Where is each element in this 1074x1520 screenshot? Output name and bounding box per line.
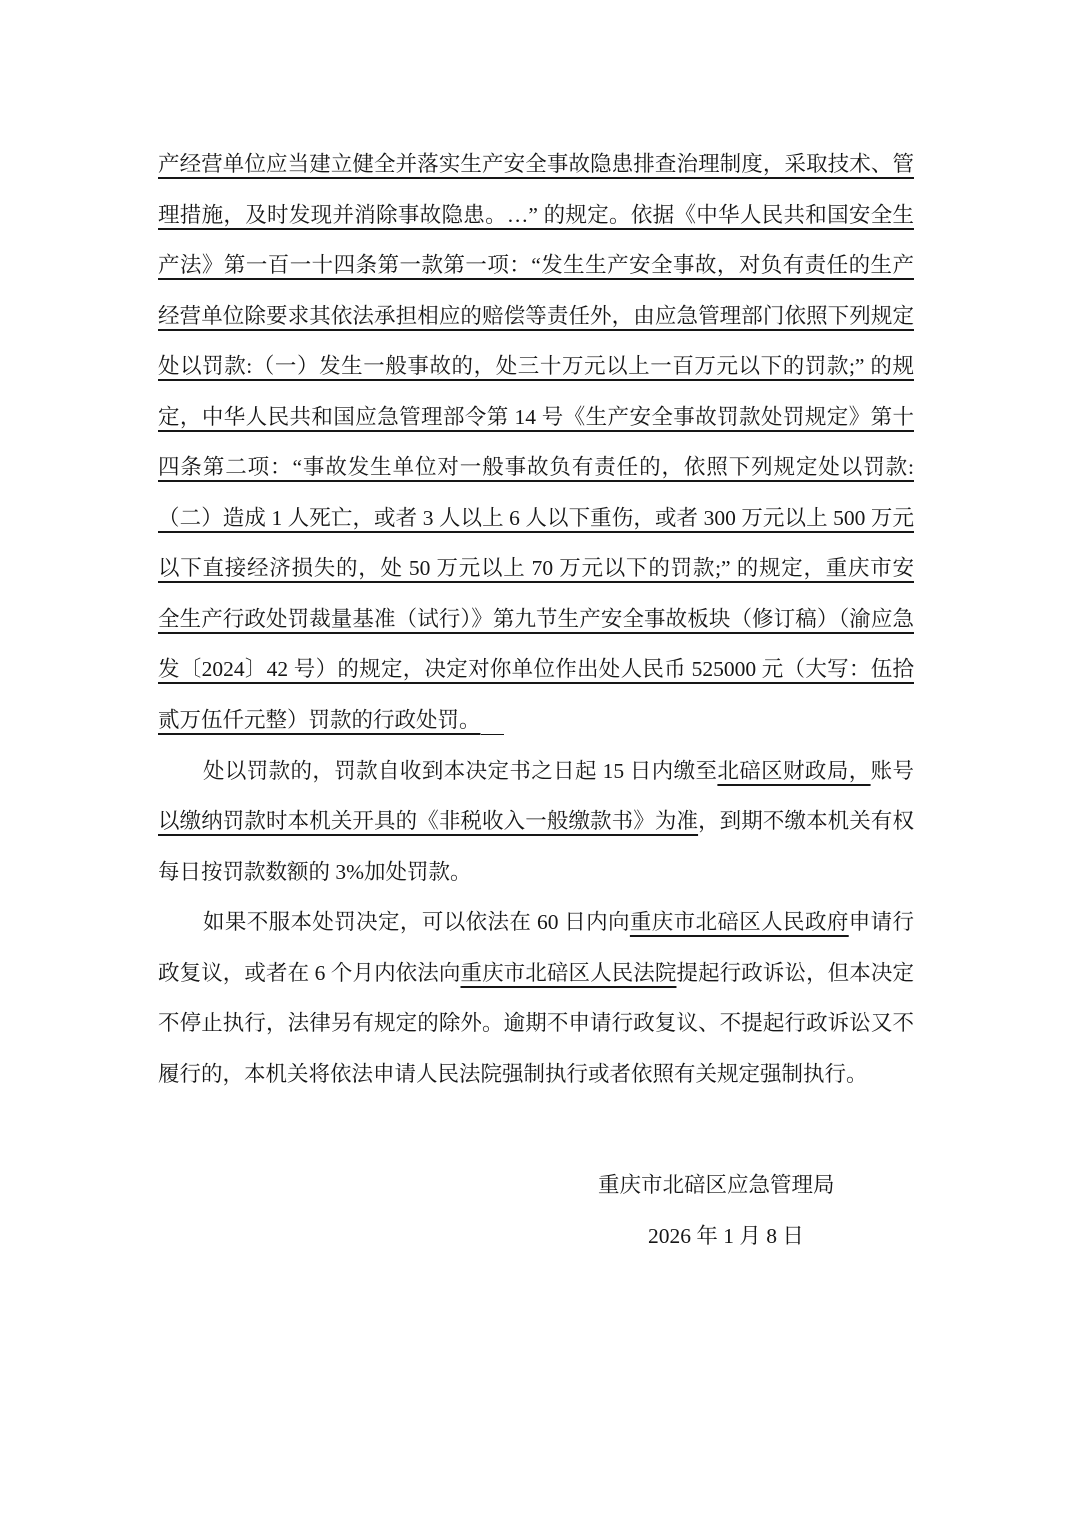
doc-line: 四条第二项：“事故发生单位对一般事故负有责任的，依照下列规定处以罚款: [158, 455, 914, 480]
paragraph-payment-instructions [158, 746, 914, 898]
doc-line: 产法》第一百一十四条第一款第一项：“发生生产安全事故，对负有责任的生产 [158, 253, 914, 278]
payment-voucher-name: 以缴纳罚款时本机关开具的《非税收入一般缴款书》为准 [158, 809, 699, 834]
doc-text: 如果不服本处罚决定，可以依法在 60 日内向 [203, 910, 630, 935]
doc-line: 理措施，及时发现并消除事故隐患。…” 的规定。依据《中华人民共和国安全生 [158, 202, 914, 227]
doc-line [158, 746, 914, 797]
paragraph-legal-basis [158, 139, 914, 746]
doc-line: 处以罚款:（一）发生一般事故的，处三十万元以上一百万元以下的罚款;” 的规 [158, 354, 914, 379]
doc-text: 账号 [870, 758, 914, 783]
doc-text: 申请行 [848, 910, 914, 935]
doc-text: 处以罚款的，罚款自收到本决定书之日起 15 日内缴至 [203, 758, 718, 783]
doc-line: （二）造成 1 人死亡，或者 3 人以上 6 人以下重伤，或者 300 万元以上 500 万元 [158, 505, 914, 530]
issuing-agency: 重庆市北碚区应急管理局 [598, 1173, 835, 1198]
doc-line: 以下直接经济损失的，处 50 万元以上 70 万元以下的罚款;” 的规定，重庆市安 [158, 556, 914, 581]
doc-line [158, 695, 914, 746]
doc-line [158, 948, 914, 999]
doc-line: 发〔2024〕42 号）的规定，决定对你单位作出处人民币 525000 元（大写：伍拾 [158, 657, 914, 682]
doc-text: ，到期不缴本机关有权 [698, 809, 914, 834]
penalty-decision-text: 贰万伍仟元整）罚款的行政处罚。 [158, 708, 481, 733]
doc-line: 定，中华人民共和国应急管理部令第 14 号《生产安全事故罚款处罚规定》第十 [158, 404, 914, 429]
doc-text: 政复议，或者在 6 个月内依法向 [158, 960, 461, 985]
issue-date: 2026 年 1 月 8 日 [648, 1223, 804, 1248]
doc-text: 提起行政诉讼，但本决定 [676, 960, 914, 985]
doc-line: 经营单位除要求其依法承担相应的赔偿等责任外，由应急管理部门依照下列规定 [158, 303, 914, 328]
document-body [158, 139, 914, 1261]
doc-line [158, 796, 914, 847]
doc-line: 每日按罚款数额的 3%加处罚款。 [158, 859, 472, 884]
doc-line: 履行的，本机关将依法申请人民法院强制执行或者依照有关规定强制执行。 [158, 1061, 868, 1086]
doc-line: 全生产行政处罚裁量基准（试行）》第九节生产安全事故板块（修订稿）（渝应急 [158, 606, 914, 631]
doc-line: 不停止执行，法律另有规定的除外。逾期不申请行政复议、不提起行政诉讼又不 [158, 1011, 914, 1036]
signature-block [158, 1160, 914, 1261]
doc-line: 产经营单位应当建立健全并落实生产安全事故隐患排查治理制度，采取技术、管 [158, 152, 914, 176]
finance-bureau-name: 北碚区财政局， [717, 758, 871, 783]
paragraph-appeal-rights [158, 897, 914, 1099]
doc-line [158, 897, 914, 948]
court-name: 重庆市北碚区人民法院 [460, 960, 677, 985]
review-authority-name: 重庆市北碚区人民政府 [629, 910, 849, 935]
